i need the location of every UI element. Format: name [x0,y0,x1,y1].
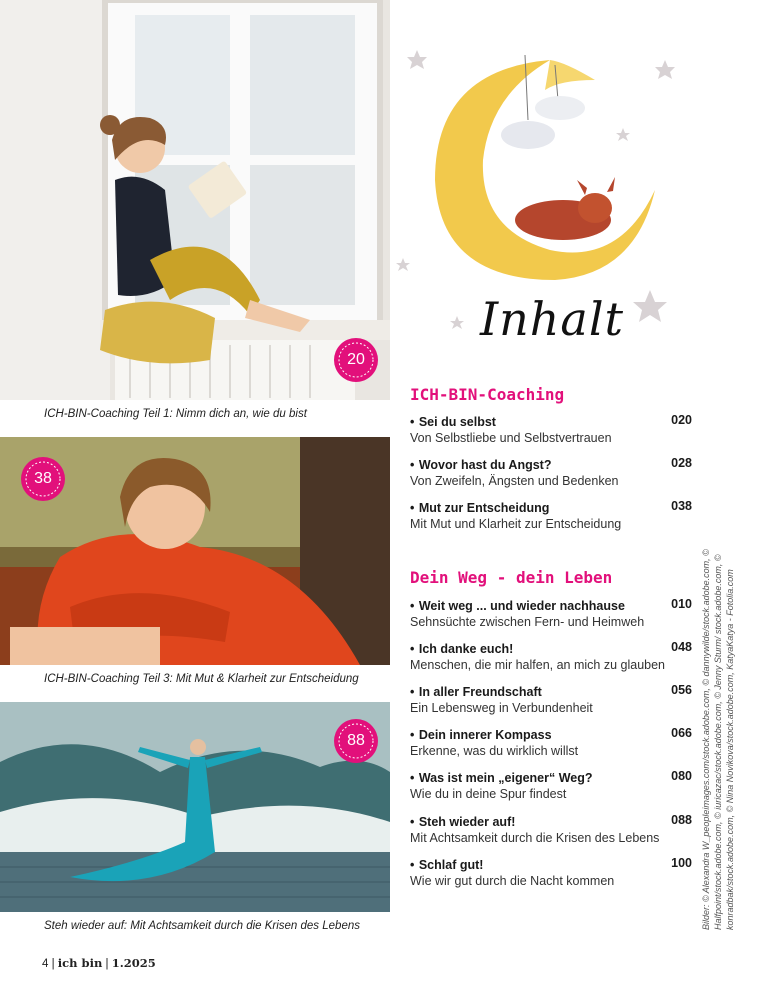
page-badge-88[interactable] [333,718,379,764]
photo-blue-dress-waves [0,702,390,912]
toc-entry[interactable] [410,597,692,629]
toc-bullet: • [410,599,415,613]
toc-entry-subtitle: Menschen, die mir halfen, an mich zu glauben [410,658,666,672]
image-credits: Bilder: © Alexandra W_peopleimages.com/stock.adobe.com, © dannywilde/stock.adobe.com, © Halfpoint/stock.adobe.com, © iuricazac/stock.adobe.com, © Jenny Sturm/ stock.adobe.com, © konradbak/stock.adobe.com, © Nina Novikova/stock.adobe.com, KatyaKatya - Fotolia.com [701,549,735,930]
page-footer: 4 | ich bin | 1.2025 [42,956,156,970]
toc-entry[interactable] [410,640,692,672]
footer-page-number: 4 [42,958,49,970]
toc-entry[interactable] [410,769,692,801]
toc-entry-subtitle: Von Selbstliebe und Selbstvertrauen [410,431,612,445]
page-badge-20[interactable] [333,337,379,383]
page-badge-number: 88 [347,732,365,749]
toc-bullet: • [410,728,415,742]
toc-entry-title: Steh wieder auf! [418,815,516,829]
toc-bullet: • [410,642,415,656]
photo-reading-window [0,0,390,400]
toc-entry-title: Was ist mein „eigener“ Weg? [418,771,593,785]
toc-entry[interactable] [410,726,692,758]
footer-magazine-name: ich bin [57,956,103,970]
toc-entry[interactable] [410,856,692,888]
toc-entry-page: 010 [671,597,692,611]
toc-bullet: • [410,815,415,829]
toc-entry-subtitle: Erkenne, was du wirklich willst [410,744,579,758]
toc-entry-page: 038 [671,499,692,513]
toc-bullet: • [410,415,415,429]
toc-entry[interactable] [410,683,692,715]
toc-entry-subtitle: Wie wir gut durch die Nacht kommen [410,874,615,888]
toc-entry-page: 056 [671,683,692,697]
toc-entry-subtitle: Sehnsüchte zwischen Fern- und Heimweh [410,615,645,629]
toc-bullet: • [410,858,415,872]
toc-entry-page: 020 [671,413,692,427]
toc-bullet: • [410,685,415,699]
page-badge-number: 20 [347,351,365,368]
toc-entry-title: Schlaf gut! [418,858,484,872]
page-badge-38[interactable] [20,456,66,502]
section-title-dein-weg: Dein Weg - dein Leben [410,568,613,587]
toc-bullet: • [410,458,415,472]
toc-entry-title: Wovor hast du Angst? [418,458,552,472]
toc-entry-title: Weit weg ... und wieder nachhause [418,599,625,613]
toc-entry-subtitle: Mit Mut und Klarheit zur Entscheidung [410,517,622,531]
toc-entry-subtitle: Mit Achtsamkeit durch die Krisen des Lebens [410,831,660,845]
photo-caption: Steh wieder auf: Mit Achtsamkeit durch die Krisen des Lebens [44,920,360,932]
toc-entry-page: 066 [671,726,692,740]
toc-entry-page: 048 [671,640,692,654]
toc-entry-subtitle: Von Zweifeln, Ängsten und Bedenken [410,474,619,488]
toc-entry-subtitle: Ein Lebensweg in Verbundenheit [410,701,593,715]
toc-entry-subtitle: Wie du in deine Spur findest [410,787,567,801]
toc-entry-page: 028 [671,456,692,470]
photo-caption: ICH-BIN-Coaching Teil 3: Mit Mut & Klarheit zur Entscheidung [44,673,359,685]
toc-entry-title: Mut zur Entscheidung [418,501,550,515]
toc-bullet: • [410,501,415,515]
footer-issue: 1.2025 [111,956,156,970]
toc-entry[interactable] [410,413,692,445]
toc-entry-title: Dein innerer Kompass [418,728,552,742]
toc-entry-title: In aller Freundschaft [418,685,542,699]
page-title: Inhalt [480,292,625,346]
toc-entry[interactable] [410,456,692,488]
toc-entry-page: 100 [671,856,692,870]
photo-caption: ICH-BIN-Coaching Teil 1: Nimm dich an, wie du bist [44,408,307,420]
toc-bullet: • [410,771,415,785]
toc-entry-title: Sei du selbst [418,415,496,429]
section-title-ich-bin-coaching: ICH-BIN-Coaching [410,385,565,404]
toc-entry-page: 080 [671,769,692,783]
toc-entry[interactable] [410,813,692,845]
toc-entry-title: Ich danke euch! [418,642,514,656]
toc-entry[interactable] [410,499,692,531]
toc-entry-page: 088 [671,813,692,827]
page-badge-number: 38 [34,470,52,487]
